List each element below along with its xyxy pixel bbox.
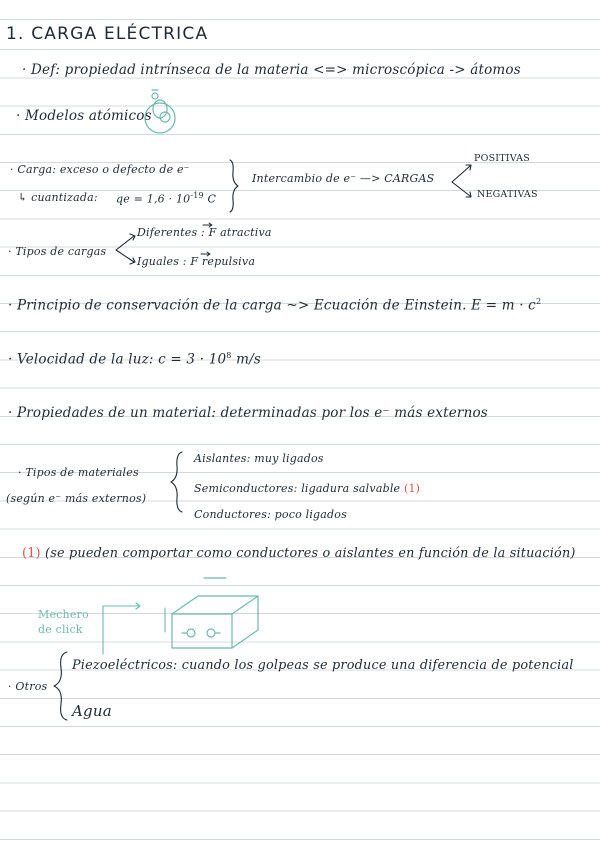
charge-types-fork-icon	[116, 234, 135, 264]
footnote-text: (se pueden comportar como conductores o aislantes en función de la situación)	[45, 546, 576, 561]
footnote-mark: (1)	[22, 546, 41, 561]
definition-line: · Def: propiedad intrínseca de la materia <=> microscópica -> átomos	[22, 62, 521, 78]
charge-quantized: ↳ cuantizada:	[18, 191, 98, 204]
water: Agua	[72, 702, 112, 720]
lighter-pointer-icon	[103, 603, 165, 654]
material-types-label: · Tipos de materiales	[18, 466, 139, 479]
negative-charges: NEGATIVAS	[477, 189, 538, 200]
semiconductors	[194, 482, 420, 495]
equal-charges: Iguales : F repulsiva	[137, 255, 256, 268]
electron-exchange: Intercambio de e⁻ —> CARGAS	[252, 172, 435, 185]
material-properties: · Propiedades de un material: determinadas por los e⁻ más externos	[8, 405, 488, 421]
charge-brace	[230, 160, 238, 212]
lighter-label-2: de click	[38, 623, 83, 636]
qe-value: qe = 1,6 · 10	[116, 192, 191, 206]
positive-charges: POSITIVAS	[474, 153, 530, 164]
lighter-label-1: Mechero	[38, 608, 89, 621]
page-title: 1. CARGA ELÉCTRICA	[6, 24, 209, 44]
conservation-text: · Principio de conservación de la carga ~> Ecuación de Einstein. E = m · c	[8, 297, 536, 314]
charge-types-label: · Tipos de cargas	[8, 245, 107, 258]
footnote	[22, 546, 576, 561]
conductors: Conductores: poco ligados	[194, 508, 347, 521]
light-speed-text: · Velocidad de la luz: c = 3 · 10	[8, 351, 227, 368]
lighter-drawing-icon	[172, 578, 258, 648]
qe-unit: C	[207, 192, 217, 206]
piezoelectric: Piezoeléctricos: cuando los golpeas se produce una diferencia de potencial	[72, 658, 574, 673]
elementary-charge	[116, 191, 216, 206]
material-types-criterion: (según e⁻ más externos)	[6, 492, 147, 505]
atomic-models-label: · Modelos atómicos	[16, 108, 152, 124]
material-brace	[171, 452, 182, 512]
conservation-exponent: 2	[535, 297, 542, 306]
conservation-principle	[8, 297, 541, 314]
semiconductors-note: (1)	[403, 482, 421, 495]
charge-definition: · Carga: exceso o defecto de e⁻	[10, 163, 190, 176]
light-speed	[8, 351, 261, 368]
fork-arrow-icon	[452, 165, 471, 197]
insulators: Aislantes: muy ligados	[194, 452, 324, 465]
light-speed-exponent: 8	[226, 351, 232, 360]
others-brace	[54, 652, 67, 720]
different-charges: Diferentes : F atractiva	[137, 226, 272, 239]
others-label: · Otros	[8, 680, 48, 693]
qe-exponent: -19	[190, 191, 204, 200]
light-speed-unit: m/s	[236, 351, 261, 368]
semiconductors-text: Semiconductores: ligadura salvable	[194, 482, 401, 495]
